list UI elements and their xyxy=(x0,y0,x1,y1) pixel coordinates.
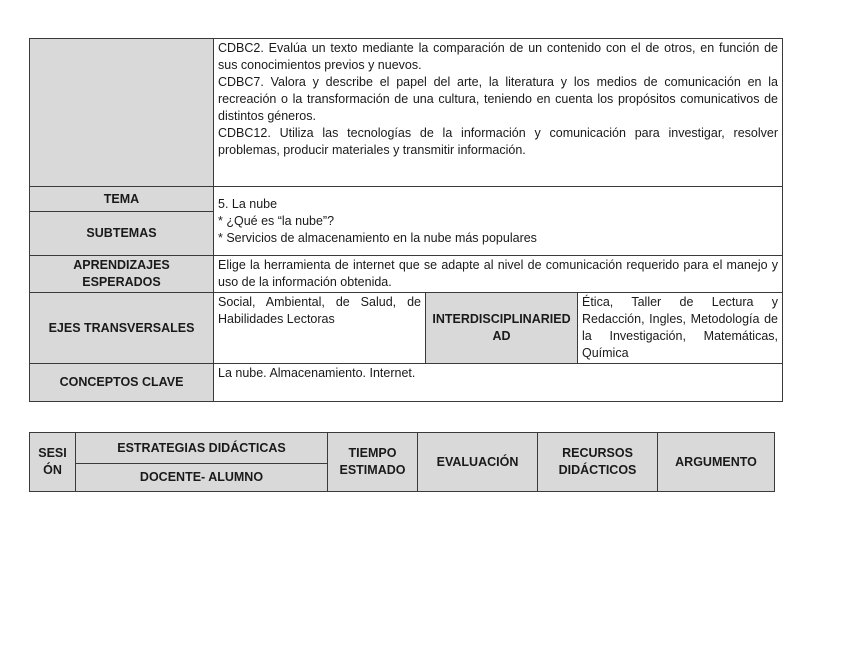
subtemas-label: SUBTEMAS xyxy=(30,212,214,256)
sessions-header-table xyxy=(29,432,775,492)
estrategias-header: ESTRATEGIAS DIDÁCTICAS xyxy=(76,433,328,464)
competencia-item: CDBC12. Utiliza las tecnologías de la información y comunicación para investigar, resolver problemas, producir materiales y transmitir información. xyxy=(218,126,779,157)
interdisciplinariedad-value: Ética, Taller de Lectura y Redacción, Ingles, Metodología de la Investigación, Matemáticas, Química xyxy=(578,293,783,364)
competencia-item: CDBC7. Valora y describe el papel del arte, la literatura y los medios de comunicación en la recreación o la transformación de una cultura, teniendo en cuenta los propósitos comunicativos de distintos géneros. xyxy=(218,75,779,123)
sesion-header: SESI ÓN xyxy=(30,433,76,492)
subtema-item: * ¿Qué es “la nube”? xyxy=(218,213,335,228)
competencia-item: CDBC2. Evalúa un texto mediante la comparación de un contenido con el de otros, en función de sus conocimientos previos y nuevos. xyxy=(218,41,779,72)
competencias-cell xyxy=(214,39,783,187)
conceptos-value: La nube. Almacenamiento. Internet. xyxy=(214,364,783,402)
aprendizajes-value: Elige la herramienta de internet que se adapte al nivel de comunicación requerido para el manejo y uso de la información obtenida. xyxy=(214,256,783,293)
subtema-item: * Servicios de almacenamiento en la nube más populares xyxy=(218,230,537,245)
tema-subtemas-cell xyxy=(214,187,783,256)
competencias-label-cell xyxy=(30,39,214,187)
evaluacion-header: EVALUACIÓN xyxy=(418,433,538,492)
recursos-header: RECURSOS DIDÁCTICOS xyxy=(538,433,658,492)
aprendizajes-label: APRENDIZAJES ESPERADOS xyxy=(30,256,214,293)
interdisciplinariedad-label: INTERDISCIPLINARIED AD xyxy=(426,293,578,364)
plan-table xyxy=(29,38,783,402)
tema-value: 5. La nube xyxy=(218,196,278,211)
tiempo-header: TIEMPO ESTIMADO xyxy=(328,433,418,492)
docente-alumno-header: DOCENTE- ALUMNO xyxy=(76,464,328,492)
tema-label: TEMA xyxy=(30,187,214,212)
argumento-header: ARGUMENTO xyxy=(658,433,775,492)
ejes-value: Social, Ambiental, de Salud, de Habilidades Lectoras xyxy=(214,293,426,364)
conceptos-label: CONCEPTOS CLAVE xyxy=(30,364,214,402)
ejes-label: EJES TRANSVERSALES xyxy=(30,293,214,364)
